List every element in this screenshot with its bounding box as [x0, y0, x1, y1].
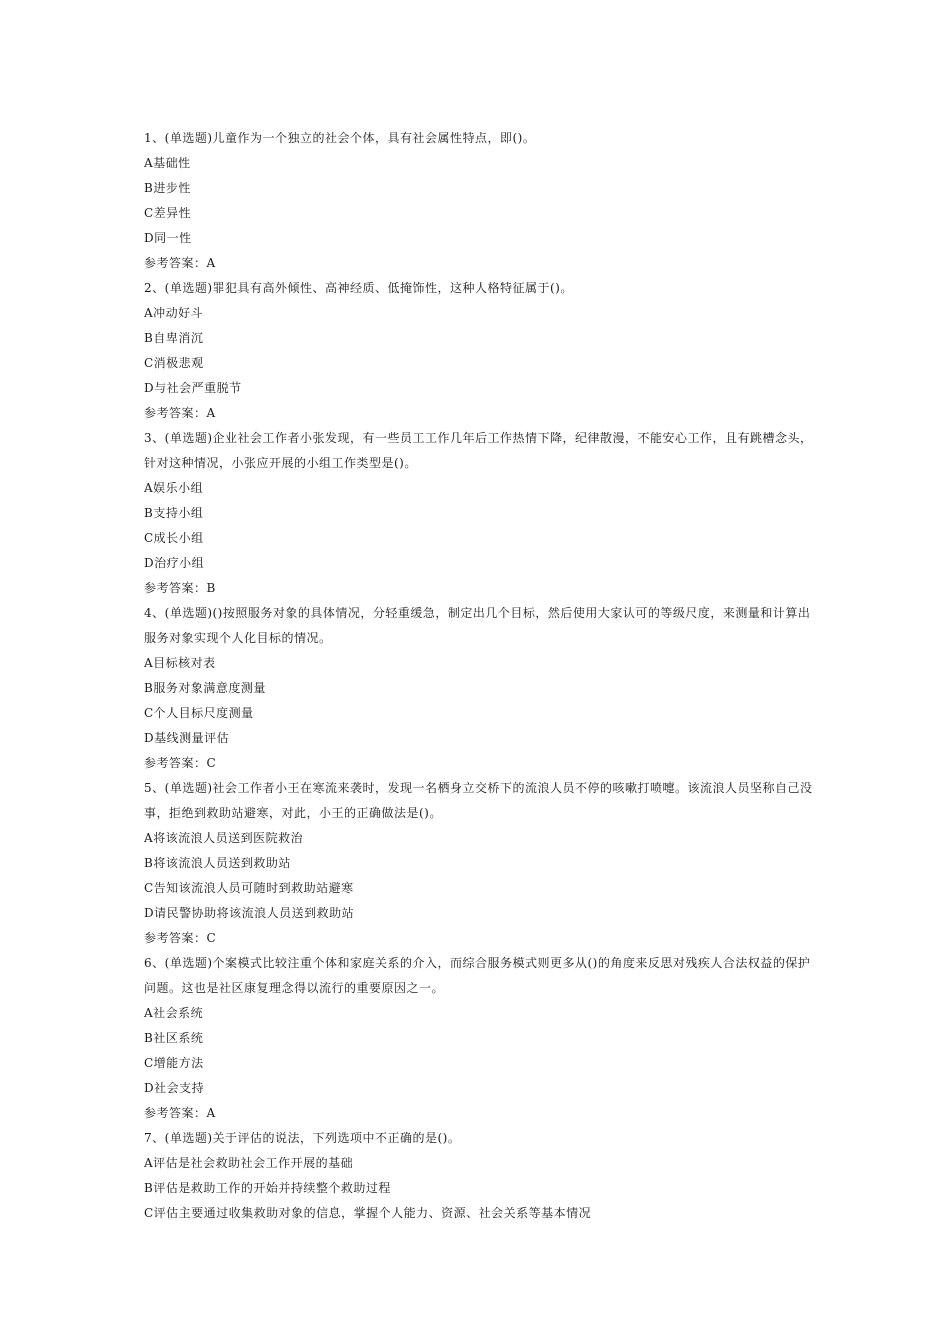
option-a: A评估是社会救助社会工作开展的基础	[144, 1156, 354, 1170]
reference-answer: 参考答案：A	[144, 1106, 216, 1120]
option-c: C消极悲观	[144, 356, 204, 370]
option-b: B评估是救助工作的开始并持续整个救助过程	[144, 1181, 391, 1195]
option-b: B服务对象满意度测量	[144, 681, 266, 695]
option-d: D请民警协助将该流浪人员送到救助站	[144, 906, 355, 920]
question-block	[144, 1126, 820, 1226]
option-d: D社会支持	[144, 1081, 205, 1095]
option-d: D同一性	[144, 231, 192, 245]
question-stem: 2、(单选题)罪犯具有高外倾性、高神经质、低掩饰性，这种人格特征属于()。	[144, 281, 573, 295]
question-block	[144, 776, 820, 951]
option-b: B自卑消沉	[144, 331, 204, 345]
question-stem: 3、(单选题)企业社会工作者小张发现，有一些员工工作几年后工作热情下降，纪律散漫，不能安心工作，且有跳槽念头，针对这种情况，小张应开展的小组工作类型是()。	[144, 431, 813, 470]
option-c: C个人目标尺度测量	[144, 706, 254, 720]
reference-answer: 参考答案：C	[144, 756, 217, 770]
option-d: D与社会严重脱节	[144, 381, 242, 395]
option-c: C评估主要通过收集救助对象的信息，掌握个人能力、资源、社会关系等基本情况	[144, 1206, 592, 1220]
reference-answer: 参考答案：C	[144, 931, 217, 945]
option-a: A目标核对表	[144, 656, 216, 670]
reference-answer: 参考答案：B	[144, 581, 216, 595]
question-block	[144, 426, 820, 601]
reference-answer: 参考答案：A	[144, 406, 216, 420]
question-stem: 6、(单选题)个案模式比较注重个体和家庭关系的介入，而综合服务模式则更多从()的角度来反思对残疾人合法权益的保护问题。这也是社区康复理念得以流行的重要原因之一。	[144, 956, 811, 995]
option-a: A基础性	[144, 156, 191, 170]
option-a: A社会系统	[144, 1006, 204, 1020]
reference-answer: 参考答案：A	[144, 256, 216, 270]
option-c: C增能方法	[144, 1056, 204, 1070]
option-c: C告知该流浪人员可随时到救助站避寒	[144, 881, 354, 895]
question-stem: 1、(单选题)儿童作为一个独立的社会个体，具有社会属性特点，即()。	[144, 131, 536, 145]
option-a: A冲动好斗	[144, 306, 204, 320]
option-b: B社区系统	[144, 1031, 204, 1045]
question-stem: 4、(单选题)()按照服务对象的具体情况，分轻重缓急，制定出几个目标，然后使用大家认可的等级尺度，来测量和计算出服务对象实现个人化目标的情况。	[144, 606, 811, 645]
option-d: D治疗小组	[144, 556, 205, 570]
question-block	[144, 276, 820, 426]
option-a: A将该流浪人员送到医院救治	[144, 831, 304, 845]
question-block	[144, 601, 820, 776]
option-a: A娱乐小组	[144, 481, 204, 495]
question-block	[144, 951, 820, 1126]
option-c: C差异性	[144, 206, 192, 220]
option-d: D基线测量评估	[144, 731, 230, 745]
question-block	[144, 126, 820, 276]
option-b: B支持小组	[144, 506, 204, 520]
option-b: B将该流浪人员送到救助站	[144, 856, 291, 870]
question-list	[144, 126, 820, 1226]
option-c: C成长小组	[144, 531, 204, 545]
option-b: B进步性	[144, 181, 191, 195]
question-stem: 5、(单选题)社会工作者小王在寒流来袭时，发现一名栖身立交桥下的流浪人员不停的咳嗽打喷嚏。该流浪人员坚称自己没事，拒绝到救助站避寒，对此，小王的正确做法是()。	[144, 781, 813, 820]
question-stem: 7、(单选题)关于评估的说法，下列选项中不正确的是()。	[144, 1131, 461, 1145]
